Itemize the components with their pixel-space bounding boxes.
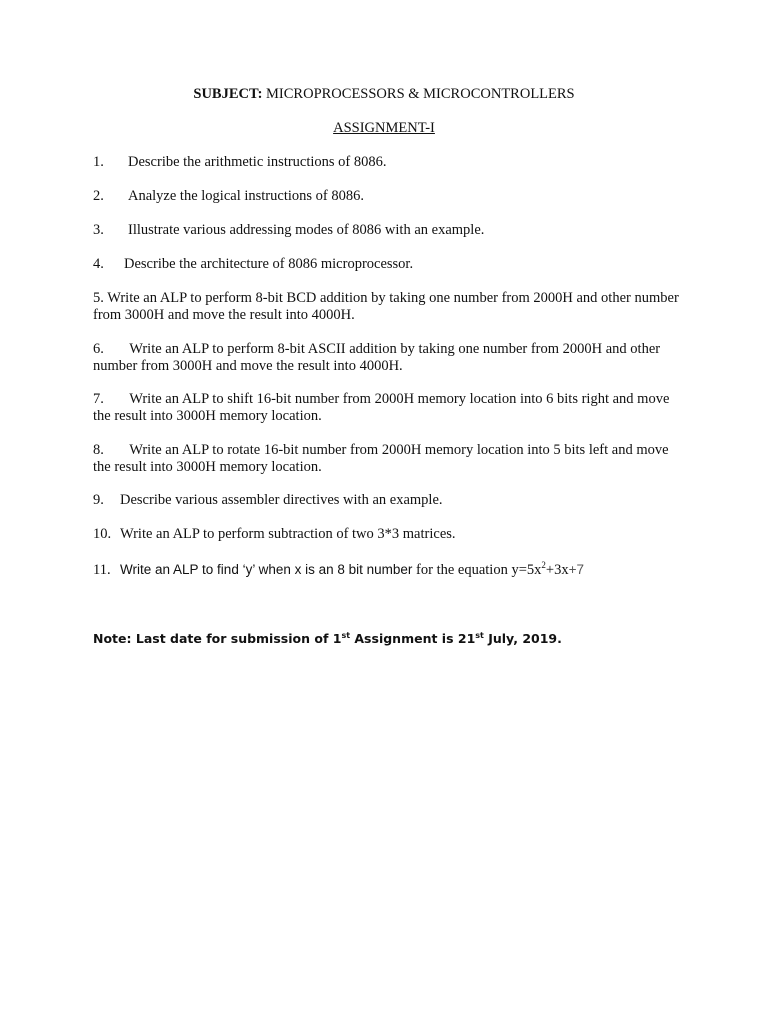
question-text: Write an ALP to perform subtraction of two 3*3 matrices.: [120, 526, 456, 542]
question-1: [93, 154, 683, 171]
question-10: [93, 526, 683, 543]
question-text-part2: for the equation y=5x: [412, 562, 542, 578]
assignment-title: ASSIGNMENT-I: [333, 120, 435, 136]
question-number: 9.: [93, 492, 104, 508]
subject-line: [0, 86, 768, 103]
subject-label: SUBJECT:: [193, 86, 263, 102]
question-number: 8.: [93, 442, 104, 458]
question-text: Write an ALP to shift 16-bit number from 2000H memory location into 6 bits right and move the result into 3000H memory location.: [93, 391, 670, 424]
question-text: Describe the architecture of 8086 microprocessor.: [124, 256, 414, 272]
subject-value: MICROPROCESSORS & MICROCONTROLLERS: [262, 86, 575, 102]
question-2: [93, 188, 683, 205]
question-number: 7.: [93, 391, 104, 407]
question-text: Analyze the logical instructions of 8086.: [128, 188, 364, 204]
superscript: 2: [541, 560, 546, 571]
question-number: 10.: [93, 526, 112, 542]
question-text-part3: +3x: [545, 562, 569, 578]
question-number: 5.: [93, 290, 104, 306]
question-text: Describe various assembler directives with an example.: [120, 492, 443, 508]
question-11: [93, 561, 683, 579]
note-part2: Assignment is 21: [350, 631, 476, 646]
note-part1: Note: Last date for submission of 1: [93, 631, 342, 646]
question-number: 4.: [93, 256, 104, 272]
note-sup2: st: [475, 630, 484, 640]
question-9: [93, 492, 683, 509]
question-number: 11.: [93, 562, 111, 578]
question-number: 2.: [93, 188, 104, 204]
question-number: 3.: [93, 222, 104, 238]
question-text: Write an ALP to rotate 16-bit number from 2000H memory location into 5 bits left and move the result into 3000H memory location.: [93, 442, 669, 475]
question-number: 6.: [93, 341, 104, 357]
question-3: [93, 222, 683, 239]
question-text: Describe the arithmetic instructions of 8086.: [128, 154, 387, 170]
question-6: [93, 341, 683, 375]
question-7: [93, 391, 683, 425]
question-4: [93, 256, 683, 273]
question-number: 1.: [93, 154, 104, 170]
submission-note: [93, 631, 713, 646]
question-5: [93, 290, 683, 324]
question-text-part4: +7: [568, 562, 584, 577]
note-sup1: st: [341, 630, 351, 640]
question-text: Illustrate various addressing modes of 8086 with an example.: [128, 222, 485, 238]
question-text: Write an ALP to perform 8-bit ASCII addition by taking one number from 2000H and other number from 3000H and move the result into 4000H.: [93, 341, 661, 374]
question-8: [93, 442, 683, 476]
note-part3: July, 2019.: [483, 631, 562, 646]
question-text-part1: Write an ALP to find ‘y’ when x is an 8 bit number: [120, 562, 413, 577]
question-text: Write an ALP to perform 8-bit BCD addition by taking one number from 2000H and other number from 3000H and move the result into 4000H.: [93, 290, 679, 323]
